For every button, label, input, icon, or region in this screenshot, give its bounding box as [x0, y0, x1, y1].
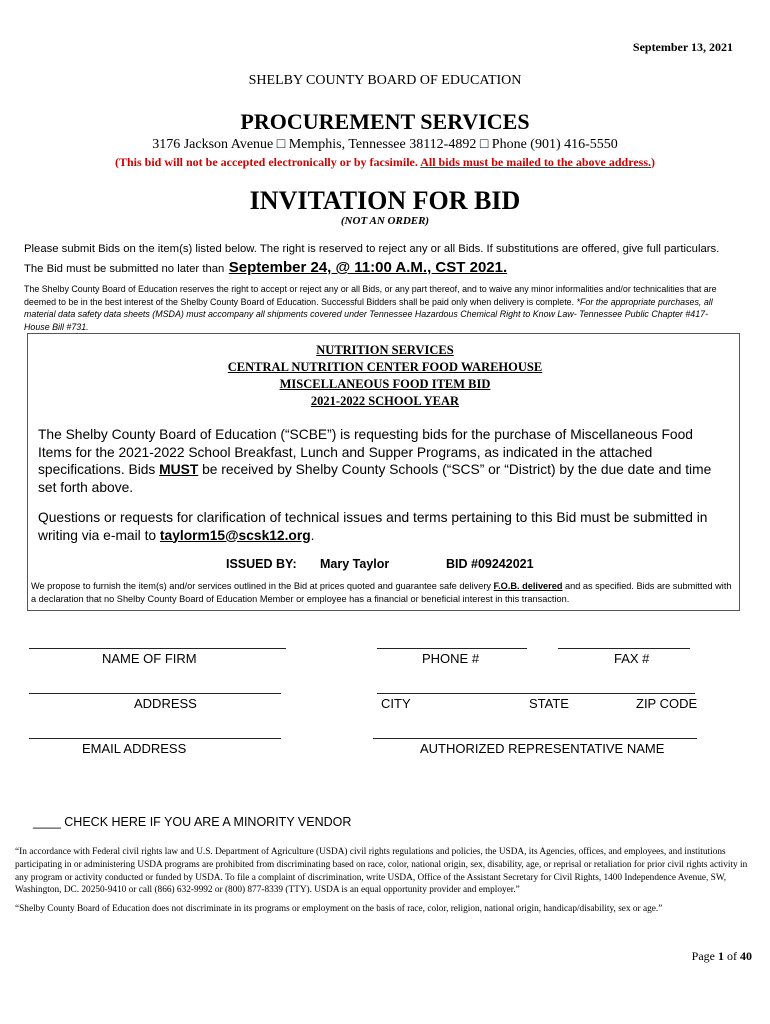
zip-code-label: ZIP CODE — [636, 696, 698, 711]
issued-by-label: ISSUED BY: — [226, 557, 297, 571]
proposal-statement — [31, 580, 736, 605]
bid-description-text: The Shelby County Board of Education (“SCBE”) is requesting bids for the purchase of Miscellaneous Food Items for the 2021-2022 School Breakfast, Lunch and Supper Programs, as indicated in the attached specifications. Bids — [38, 427, 693, 477]
submission-notice-close: ) — [651, 155, 656, 169]
page-number — [692, 949, 752, 964]
representative-line[interactable] — [373, 738, 697, 740]
heading-nutrition-services: NUTRITION SERVICES — [316, 343, 454, 357]
document-subtitle: (NOT AN ORDER) — [340, 215, 430, 227]
fax-line[interactable] — [558, 648, 690, 650]
firm-name-line[interactable] — [29, 648, 286, 650]
proposal-text: We propose to furnish the item(s) and/or services outlined in the Bid at prices quoted and guarantee safe delivery — [31, 581, 494, 591]
representative-label: AUTHORIZED REPRESENTATIVE NAME — [420, 741, 665, 756]
firm-name-label: NAME OF FIRM — [102, 651, 197, 666]
minority-vendor-checkbox[interactable]: ____ CHECK HERE IF YOU ARE A MINORITY VENDOR — [33, 815, 352, 829]
clarification-note — [38, 509, 728, 544]
submission-notice — [0, 155, 770, 170]
board-name: SHELBY COUNTY BOARD OF EDUCATION — [248, 73, 522, 88]
bid-description-must: MUST — [159, 462, 199, 477]
heading-warehouse: CENTRAL NUTRITION CENTER FOOD WAREHOUSE — [227, 360, 543, 374]
bid-description — [38, 426, 724, 496]
city-state-zip-line[interactable] — [377, 693, 695, 695]
submission-notice-mail: All bids must be mailed to the above address. — [420, 155, 652, 169]
scbe-nondiscrimination: “Shelby County Board of Education does not discriminate in its programs or employment on the basis of race, color, religion, national origin, handicap/disability, sex or age.” — [15, 904, 663, 914]
heading-bid-name: MISCELLANEOUS FOOD ITEM BID — [279, 377, 491, 391]
bid-description-deadline: be received by Shelby County Schools (“SCS” or “District) by the due date and time set forth above. — [38, 462, 712, 495]
fax-label: FAX # — [614, 651, 650, 666]
address-label: ADDRESS — [134, 696, 197, 711]
intro-line: Please submit Bids on the item(s) listed below. The right is reserved to reject any or all Bids. If substitutions are offered, give full particulars. — [24, 243, 720, 255]
address-line[interactable] — [29, 693, 281, 695]
phone-label: PHONE # — [422, 651, 480, 666]
email-line[interactable] — [29, 738, 281, 740]
department-address: 3176 Jackson Avenue □ Memphis, Tennessee 38112-4892 □ Phone (901) 416-5550 — [152, 137, 618, 152]
bid-number: BID #09242021 — [446, 557, 534, 571]
page-prefix: Page — [691, 949, 718, 963]
department-title: PROCUREMENT SERVICES — [240, 109, 530, 134]
document-date: September 13, 2021 — [632, 40, 733, 54]
deadline-line — [24, 259, 744, 277]
intro-terms — [24, 283, 728, 333]
clarification-end: . — [310, 527, 315, 543]
city-label: CITY — [381, 696, 411, 711]
clarification-text: Questions or requests for clarification of technical issues and terms pertaining to this Bid must be submitted in writing via e-mail to — [38, 510, 708, 543]
page-total: 40 — [740, 949, 752, 963]
bid-headings — [0, 342, 770, 410]
contact-email-link[interactable]: taylorm15@scsk12.org — [159, 527, 311, 543]
fob-delivered: F.O.B. delivered — [493, 581, 563, 591]
proposal-declaration: and as specified. Bids are submitted with a declaration that no Shelby County Board of Education Member or employee has a financial or beneficial interest in this transaction. — [31, 581, 732, 604]
phone-line[interactable] — [377, 648, 527, 650]
page-of: of — [724, 949, 740, 963]
intro-terms-text: The Shelby County Board of Education reserves the right to accept or reject any or all Bids, or any part thereof, and to waive any minor informalities and/or technicalities that are deemed to be in the best interest of the Shelby County Board of Education. Successful Bidders shall be paid only when delivery is complete. — [24, 284, 717, 307]
submission-notice-part1: (This bid will not be accepted electronically or by facsimile. — [114, 155, 418, 169]
email-label: EMAIL ADDRESS — [82, 741, 187, 756]
heading-school-year: 2021-2022 SCHOOL YEAR — [310, 394, 460, 408]
intro-terms-msds: *For the appropriate purchases, all material data safety data sheets (MSDA) must accompany all shipments covered under Tennessee Hazardous Chemical Right to Know Law- Tennessee Public Chapter #417- House Bill #731. — [24, 296, 713, 332]
state-label: STATE — [529, 696, 569, 711]
deadline-value: September 24, @ 11:00 A.M., CST 2021. — [228, 259, 508, 276]
page-current: 1 — [718, 949, 724, 963]
document-title: INVITATION FOR BID — [249, 186, 521, 215]
usda-nondiscrimination: “In accordance with Federal civil rights law and U.S. Department of Agriculture (USDA) civil rights regulations and policies, the USDA, its Agencies, offices, and employees, and institutions participating in or administering USDA programs are prohibited from discriminating based on race, color, national origin, sex, disability, age, or reprisal or retaliation for prior civil rights activity in any program or activity conducted or funded by USDA. To file a complaint of discrimination, write USDA, Office of the Assistant Secretary for Civil Rights, 1400 Independence Avenue, SW, Washington, DC. 20250-9410 or call (866) 632-9992 or (800) 877-8339 (TTY). USDA is an equal opportunity provider and employer.” — [15, 847, 748, 896]
deadline-prefix: The Bid must be submitted no later than — [24, 263, 225, 275]
issued-by-name: Mary Taylor — [320, 557, 390, 571]
